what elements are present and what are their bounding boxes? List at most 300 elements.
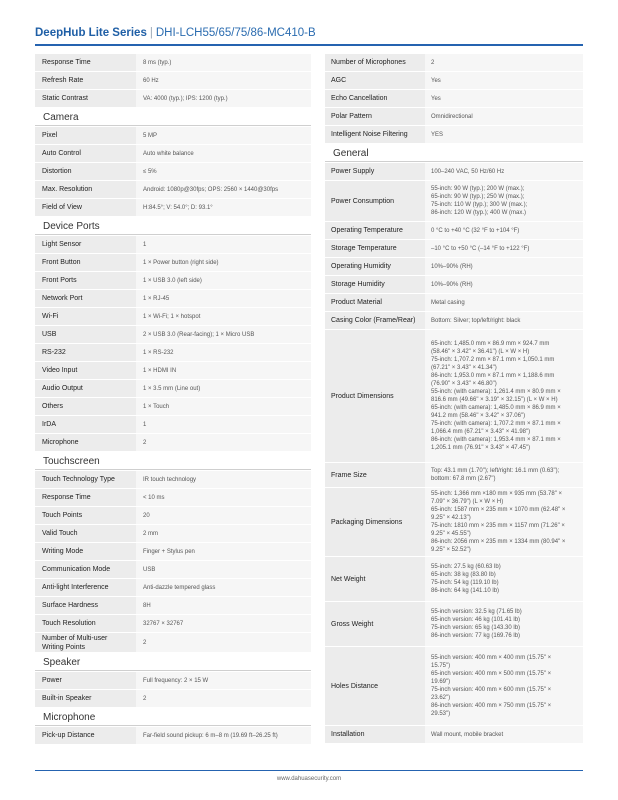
- spec-value-line: 1,205.1 mm (76.91" × 3.43" × 47.45"): [431, 445, 531, 451]
- spec-value-line: 65-inch version: 46 kg (101.41 lb): [431, 617, 521, 623]
- spec-value-line: IR touch technology: [143, 476, 197, 483]
- spec-row: [325, 330, 583, 463]
- spec-value: [425, 647, 583, 725]
- spec-row: [35, 380, 311, 398]
- spec-value-line: 86-inch: (with camera): 1,953.4 mm × 87.1 mm ×: [431, 437, 561, 443]
- spec-label: Number of Microphones: [325, 54, 425, 71]
- spec-value-lines: [143, 566, 155, 574]
- spec-value: [425, 163, 583, 180]
- spec-value-line: 2: [143, 439, 147, 446]
- spec-row: [325, 72, 583, 90]
- spec-value: [136, 380, 311, 397]
- spec-value-line: 65-inch: 90 W (typ.); 250 W (max.);: [431, 194, 525, 200]
- spec-value: [136, 362, 311, 379]
- spec-label: Touch Technology Type: [35, 471, 136, 488]
- spec-row: [35, 561, 311, 579]
- spec-value-lines: [143, 295, 169, 303]
- spec-row: [325, 54, 583, 72]
- spec-value-line: 941.2 mm (58.46" × 3.42" × 37.06"): [431, 413, 526, 419]
- spec-row: [35, 199, 311, 217]
- spec-label: Storage Humidity: [325, 276, 425, 293]
- spec-label: Product Material: [325, 294, 425, 311]
- spec-value: [425, 54, 583, 71]
- spec-row: [325, 488, 583, 557]
- spec-value: [136, 615, 311, 632]
- spec-row: [35, 308, 311, 326]
- spec-label: Light Sensor: [35, 236, 136, 253]
- spec-value-line: Auto white balance: [143, 150, 194, 157]
- spec-row: [35, 127, 311, 145]
- spec-value-line: 2 × USB 3.0 (Rear-facing); 1 × Micro USB: [143, 331, 255, 338]
- spec-value: [136, 290, 311, 307]
- spec-value-lines: [143, 168, 157, 176]
- spec-value-line: (76.90" × 3.43" × 46.80"): [431, 381, 497, 387]
- spec-value-line: Android: 1080p@30fps; OPS: 2560 × 1440@30fps: [143, 186, 279, 193]
- spec-row: [35, 434, 311, 452]
- spec-value-lines: [143, 639, 146, 647]
- spec-value-line: 86-inch: 120 W (typ.); 400 W (max.): [431, 210, 527, 216]
- spec-value-line: 2: [143, 695, 147, 702]
- spec-value: [136, 597, 311, 614]
- spec-value-line: 75-inch version: 65 kg (143.30 lb): [431, 625, 521, 631]
- spec-value: [425, 108, 583, 125]
- spec-label: Response Time: [35, 54, 136, 71]
- spec-value: [136, 326, 311, 343]
- spec-value-line: YES: [431, 131, 444, 138]
- spec-value-line: 2 mm: [143, 530, 158, 537]
- spec-value-line: (58.46" × 3.42" × 36.41") (L × W × H): [431, 349, 530, 355]
- spec-value-line: H:84.5°; V: 54.0°; D: 93.1°: [143, 204, 213, 211]
- spec-value: [136, 633, 311, 652]
- spec-label: Power Supply: [325, 163, 425, 180]
- spec-value-line: 65-inch: 1,485.0 mm × 86.9 mm × 924.7 mm: [431, 341, 550, 347]
- spec-label: Operating Temperature: [325, 222, 425, 239]
- spec-value-lines: [143, 476, 196, 484]
- title-separator: |: [149, 27, 153, 39]
- spec-value-line: Top: 43.1 mm (1.70"); left/right: 16.1 mm (0.63");: [431, 468, 560, 474]
- spec-value-line: 75-inch version: 400 mm × 600 mm (15.75" ×: [431, 687, 552, 693]
- spec-label: Response Time: [35, 489, 136, 506]
- spec-value-line: 86-inch: 64 kg (141.10 lb): [431, 588, 500, 594]
- spec-value: [425, 72, 583, 89]
- spec-value-line: 1 × Wi-Fi; 1 × hotspot: [143, 313, 201, 320]
- spec-value: [136, 163, 311, 180]
- section-heading: General: [325, 144, 583, 162]
- spec-value: [425, 294, 583, 311]
- spec-value-line: 65-inch: 1587 mm × 235 mm × 1070 mm (62.48" ×: [431, 507, 566, 513]
- spec-row: [35, 145, 311, 163]
- spec-value-line: 55-inch version: 32.5 kg (71.65 lb): [431, 609, 522, 615]
- spec-value-line: 9.25" × 45.55"): [431, 531, 471, 537]
- spec-row: [35, 236, 311, 254]
- spec-value-lines: [143, 150, 194, 158]
- spec-label: Storage Temperature: [325, 240, 425, 257]
- spec-value-line: USB: [143, 566, 156, 573]
- spec-label: Pixel: [35, 127, 136, 144]
- spec-value-lines: [431, 467, 559, 483]
- spec-value-line: 55-inch: 1,366 mm ×180 mm × 935 mm (53.78" ×: [431, 491, 563, 497]
- spec-value-lines: [431, 59, 434, 67]
- spec-row: [325, 647, 583, 726]
- spec-row: [325, 312, 583, 330]
- spec-label: Number of Multi-user Writing Points: [35, 633, 136, 652]
- spec-label: RS-232: [35, 344, 136, 361]
- spec-value-lines: [143, 95, 228, 103]
- spec-value-lines: [143, 331, 254, 339]
- spec-value-line: 1 × HDMI IN: [143, 367, 177, 374]
- spec-value-lines: [143, 548, 195, 556]
- spec-value-line: 23.62"): [431, 695, 451, 701]
- spec-value-line: 10%–90% (RH): [431, 263, 473, 270]
- spec-value-line: 75-inch: 54 kg (119.10 lb): [431, 580, 499, 586]
- spec-value-line: 19.69"): [431, 679, 451, 685]
- spec-value-line: Metal casing: [431, 299, 465, 306]
- spec-value-lines: [143, 59, 171, 67]
- spec-value-lines: [431, 77, 441, 85]
- spec-value-line: 10%–90% (RH): [431, 281, 473, 288]
- spec-row: [35, 163, 311, 181]
- spec-value-line: –10 °C to +50 °C (–14 °F to +122 °F): [431, 245, 530, 252]
- spec-value-line: Omnidirectional: [431, 113, 473, 120]
- spec-value-lines: [143, 530, 158, 538]
- spec-row: [35, 181, 311, 199]
- spec-value: [425, 312, 583, 329]
- spec-value-lines: [431, 95, 441, 103]
- spec-value: [136, 308, 311, 325]
- spec-value-lines: [431, 227, 519, 235]
- page-header: [0, 0, 618, 46]
- spec-label: USB: [35, 326, 136, 343]
- spec-value-line: Anti-dazzle tempered glass: [143, 584, 216, 591]
- spec-label: Holes Distance: [325, 647, 425, 725]
- spec-value-line: VA: 4000 (typ.); IPS: 1200 (typ.): [143, 95, 228, 102]
- spec-value: [136, 543, 311, 560]
- spec-value: [136, 561, 311, 578]
- spec-value-lines: [431, 563, 501, 595]
- spec-row: [35, 727, 311, 745]
- spec-value: [136, 690, 311, 707]
- spec-row: [325, 294, 583, 312]
- spec-row: [35, 543, 311, 561]
- spec-value-lines: [431, 317, 520, 325]
- spec-value: [136, 145, 311, 162]
- spec-value: [136, 199, 311, 216]
- spec-value: [136, 272, 311, 289]
- spec-row: [325, 181, 583, 222]
- spec-value-lines: [143, 77, 159, 85]
- spec-row: [35, 690, 311, 708]
- spec-row: [35, 672, 311, 690]
- spec-label: Microphone: [35, 434, 136, 451]
- spec-label: Built-in Speaker: [35, 690, 136, 707]
- spec-value-lines: [143, 385, 200, 393]
- spec-value-line: 55-inch: (with camera): 1,261.4 mm × 80.9 mm ×: [431, 389, 561, 395]
- spec-value-lines: [431, 185, 527, 217]
- spec-value-line: 2: [431, 59, 435, 66]
- spec-value: [425, 330, 583, 462]
- spec-value-line: 65-inch: (with camera): 1,485.0 mm × 86.9 mm ×: [431, 405, 561, 411]
- spec-value-lines: [431, 299, 465, 307]
- spec-value: [136, 236, 311, 253]
- spec-label: Valid Touch: [35, 525, 136, 542]
- spec-value-lines: [143, 241, 146, 249]
- spec-label: Anti-light Interference: [35, 579, 136, 596]
- spec-label: Packaging Dimensions: [325, 488, 425, 556]
- spec-value-line: 55-inch: 90 W (typ.); 200 W (max.);: [431, 186, 525, 192]
- spec-label: Distortion: [35, 163, 136, 180]
- spec-row: [325, 276, 583, 294]
- spec-row: [35, 597, 311, 615]
- spec-row: [35, 507, 311, 525]
- spec-value-line: Wall mount, mobile bracket: [431, 731, 504, 738]
- spec-row: [35, 90, 311, 108]
- spec-row: [35, 471, 311, 489]
- model-number: DHI-LCH55/65/75/86-MC410-B: [155, 27, 316, 39]
- spec-value-line: bottom: 67.8 mm (2.67"): [431, 476, 496, 482]
- spec-value-line: < 10 ms: [143, 494, 165, 501]
- spec-row: [35, 615, 311, 633]
- spec-value-line: 75-inch: 1810 mm × 235 mm × 1157 mm (71.26" ×: [431, 523, 565, 529]
- section-heading: Camera: [35, 108, 311, 126]
- spec-value: [425, 240, 583, 257]
- spec-value: [136, 672, 311, 689]
- spec-value-lines: [143, 677, 208, 685]
- spec-value: [425, 222, 583, 239]
- spec-value-line: 86-inch version: 400 mm × 750 mm (15.75" ×: [431, 703, 552, 709]
- spec-value-line: Yes: [431, 77, 441, 84]
- spec-row: [35, 254, 311, 272]
- spec-label: Auto Control: [35, 145, 136, 162]
- spec-row: [325, 108, 583, 126]
- footer-url: www.dahuasecurity.com: [276, 776, 342, 782]
- spec-value: [136, 127, 311, 144]
- spec-value-line: 1: [143, 421, 147, 428]
- spec-value: [136, 72, 311, 89]
- spec-label: Power: [35, 672, 136, 689]
- spec-value-lines: [143, 313, 200, 321]
- section-heading: Device Ports: [35, 217, 311, 235]
- page-title: [35, 26, 316, 40]
- spec-value: [136, 579, 311, 596]
- spec-value: [136, 489, 311, 506]
- spec-value-line: 86-inch version: 77 kg (169.76 lb): [431, 633, 521, 639]
- spec-value-lines: [143, 132, 157, 140]
- spec-label: Communication Mode: [35, 561, 136, 578]
- spec-value-lines: [143, 584, 215, 592]
- spec-label: Audio Output: [35, 380, 136, 397]
- spec-value: [425, 488, 583, 556]
- spec-value: [425, 126, 583, 143]
- spec-label: Refresh Rate: [35, 72, 136, 89]
- spec-value-lines: [431, 281, 473, 289]
- spec-value-lines: [143, 186, 278, 194]
- spec-label: Echo Cancellation: [325, 90, 425, 107]
- spec-value-line: 75-inch: 1,707.2 mm × 87.1 mm × 1,050.1 mm: [431, 357, 555, 363]
- spec-value-lines: [431, 131, 443, 139]
- spec-value-lines: [143, 602, 151, 610]
- spec-value-lines: [143, 494, 165, 502]
- spec-value-line: 1: [143, 241, 147, 248]
- spec-value: [136, 471, 311, 488]
- spec-value-line: 7.09" × 36.79") (L × W × H): [431, 499, 504, 505]
- spec-row: [325, 126, 583, 144]
- spec-label: Polar Pattern: [325, 108, 425, 125]
- spec-row: [35, 362, 311, 380]
- spec-label: Others: [35, 398, 136, 415]
- spec-row: [325, 726, 583, 744]
- spec-value-lines: [143, 259, 219, 267]
- spec-value-line: 0 °C to +40 °C (32 °F to +104 °F): [431, 227, 520, 234]
- spec-value: [136, 727, 311, 744]
- spec-value-lines: [143, 512, 150, 520]
- spec-label: Power Consumption: [325, 181, 425, 221]
- section-heading: Microphone: [35, 708, 311, 726]
- spec-row: [325, 163, 583, 181]
- spec-value-line: 29.53"): [431, 711, 451, 717]
- series-name: DeepHub Lite Series: [35, 27, 147, 39]
- spec-value-lines: [143, 204, 213, 212]
- spec-row: [35, 72, 311, 90]
- spec-value-line: 1 × RS-232: [143, 349, 174, 356]
- spec-value-line: 75-inch: (with camera): 1,707.2 mm × 87.1 mm ×: [431, 421, 561, 427]
- spec-value: [136, 181, 311, 198]
- spec-label: Gross Weight: [325, 602, 425, 646]
- spec-value: [136, 398, 311, 415]
- spec-row: [35, 290, 311, 308]
- spec-label: Product Dimensions: [325, 330, 425, 462]
- spec-label: IrDA: [35, 416, 136, 433]
- spec-value-line: Far-field sound pickup: 6 m–8 m (19.69 ft–26.25 ft): [143, 732, 278, 739]
- section-heading: Touchscreen: [35, 452, 311, 470]
- spec-value-line: 75-inch: 110 W (typ.); 300 W (max.);: [431, 202, 528, 208]
- spec-label: Video Input: [35, 362, 136, 379]
- footer-divider: [35, 770, 583, 771]
- spec-label: Operating Humidity: [325, 258, 425, 275]
- spec-label: Network Port: [35, 290, 136, 307]
- spec-value-line: 86-inch: 1,953.0 mm × 87.1 mm × 1,188.6 mm: [431, 373, 555, 379]
- spec-value-lines: [143, 367, 176, 375]
- spec-value-line: 100–240 VAC, 50 Hz/60 Hz: [431, 168, 505, 175]
- spec-value-line: 65-inch: 38 kg (83.80 lb): [431, 572, 496, 578]
- spec-label: Writing Mode: [35, 543, 136, 560]
- spec-value-line: 1 × USB 3.0 (left side): [143, 277, 202, 284]
- spec-value-line: 32767 × 32767: [143, 620, 184, 627]
- spec-value-line: 5 MP: [143, 132, 158, 139]
- spec-value-line: 9.25" × 52.52"): [431, 547, 471, 553]
- spec-value-lines: [431, 263, 473, 271]
- spec-value: [425, 258, 583, 275]
- spec-value-lines: [431, 168, 504, 176]
- spec-value: [136, 344, 311, 361]
- spec-value-lines: [431, 654, 551, 718]
- spec-value: [425, 602, 583, 646]
- spec-label: Surface Hardness: [35, 597, 136, 614]
- spec-value-lines: [431, 113, 473, 121]
- spec-value-lines: [143, 349, 174, 357]
- spec-row: [35, 579, 311, 597]
- spec-value-lines: [143, 403, 169, 411]
- spec-value-lines: [143, 421, 146, 429]
- spec-value-line: Bottom: Silver; top/left/right: black: [431, 317, 521, 324]
- spec-value-line: 1 × Power button (right side): [143, 259, 219, 266]
- spec-value-line: 1 × 3.5 mm (Line out): [143, 385, 201, 392]
- spec-value: [425, 276, 583, 293]
- section-heading: Speaker: [35, 653, 311, 671]
- spec-row: [35, 326, 311, 344]
- spec-value-line: 20: [143, 512, 150, 519]
- spec-value: [136, 254, 311, 271]
- spec-row: [35, 344, 311, 362]
- spec-value: [425, 181, 583, 221]
- spec-value-line: ≤ 5%: [143, 168, 157, 175]
- spec-value: [136, 54, 311, 71]
- spec-value: [136, 507, 311, 524]
- spec-value-lines: [143, 695, 146, 703]
- spec-value-line: 55-inch version: 400 mm × 400 mm (15.75" ×: [431, 655, 552, 661]
- spec-value: [425, 726, 583, 743]
- spec-label: Front Ports: [35, 272, 136, 289]
- spec-column-right: [325, 54, 583, 744]
- spec-label: Front Button: [35, 254, 136, 271]
- spec-value-line: 55-inch: 27.5 kg (60.63 lb): [431, 564, 501, 570]
- spec-value-lines: [143, 620, 183, 628]
- spec-label: Field of View: [35, 199, 136, 216]
- spec-row: [325, 240, 583, 258]
- spec-row: [325, 557, 583, 602]
- spec-value-line: 65-inch version: 400 mm × 500 mm (15.75" ×: [431, 671, 552, 677]
- spec-value: [136, 416, 311, 433]
- spec-value-line: 86-inch: 2056 mm × 235 mm × 1334 mm (80.94" ×: [431, 539, 566, 545]
- spec-value-line: 8H: [143, 602, 151, 609]
- spec-row: [35, 416, 311, 434]
- spec-label: Frame Size: [325, 463, 425, 487]
- spec-value-line: 1 × Touch: [143, 403, 170, 410]
- spec-value-lines: [431, 731, 503, 739]
- spec-row: [35, 398, 311, 416]
- spec-value: [425, 557, 583, 601]
- spec-value-line: 816.6 mm (49.66" × 3.19" × 32.15") (L × W × H): [431, 397, 558, 403]
- spec-label: Touch Points: [35, 507, 136, 524]
- spec-value-lines: [431, 340, 561, 452]
- spec-row: [35, 54, 311, 72]
- spec-value-line: 8 ms (typ.): [143, 59, 172, 66]
- spec-value-line: Full frequency: 2 × 15 W: [143, 677, 209, 684]
- spec-label: Intelligent Noise Filtering: [325, 126, 425, 143]
- spec-value-line: 60 Hz: [143, 77, 159, 84]
- spec-value-line: 2: [143, 639, 147, 646]
- spec-value-lines: [143, 732, 278, 740]
- spec-value-line: (67.21" × 3.43" × 41.34"): [431, 365, 497, 371]
- spec-label: Casing Color (Frame/Rear): [325, 312, 425, 329]
- spec-value-lines: [143, 277, 202, 285]
- spec-value-lines: [431, 490, 565, 554]
- spec-row: [325, 463, 583, 488]
- spec-value-lines: [431, 608, 522, 640]
- spec-row: [325, 258, 583, 276]
- spec-value-line: 15.75"): [431, 663, 451, 669]
- spec-value: [136, 525, 311, 542]
- spec-value-line: 1,066.4 mm (67.21" × 3.43" × 41.98"): [431, 429, 531, 435]
- spec-label: Installation: [325, 726, 425, 743]
- spec-label: Net Weight: [325, 557, 425, 601]
- spec-row: [325, 602, 583, 647]
- spec-value: [136, 90, 311, 107]
- spec-value: [425, 463, 583, 487]
- spec-label: Static Contrast: [35, 90, 136, 107]
- spec-row: [325, 90, 583, 108]
- spec-value-line: 1 × RJ-45: [143, 295, 170, 302]
- spec-value-lines: [431, 245, 529, 253]
